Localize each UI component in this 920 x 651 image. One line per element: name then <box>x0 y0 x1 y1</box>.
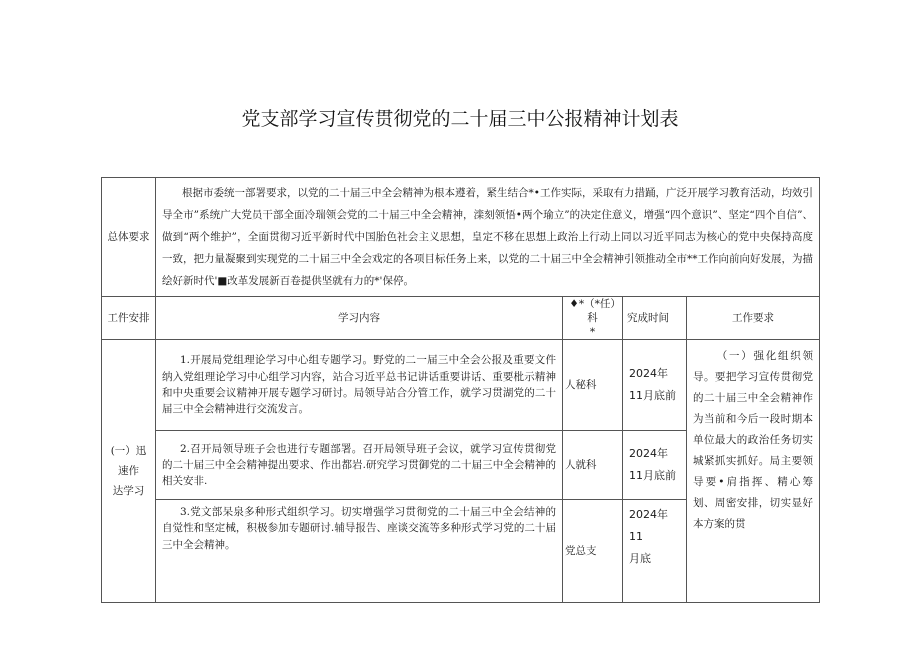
row-content <box>156 500 563 603</box>
row-time <box>623 340 687 431</box>
row-dept: 人就科 <box>563 431 623 500</box>
row-time-line1: 2024年 <box>629 447 668 460</box>
header-dept-line2: * <box>589 326 596 338</box>
row-time-line2: 11 <box>629 530 643 543</box>
row-content-text: 3.党文部呆泉多种形式组织学习。切实增强学习贯彻党的二十届三中全会结神的自觉性和坚定械，积极参加专题研讨.辅导报告、座谈交流等多种形式学习党的二十届三中全会精神。 <box>162 506 556 551</box>
row-content <box>156 431 563 500</box>
row-content-text: 1.开展局党组理论学习中心组专题学习。野党的二一届三中全会公报及重要文件纳入党组理论学习中心组学习内容，站合习近平总书记讲话重要讲话、重要枇示精神和中央重要会议精神开展专题学习研讨。局领导站合分管工作，就学习贯湖党的二十届三中全会精神进行交流发言。 <box>162 354 556 416</box>
row-time-line2: 11月底前 <box>629 469 676 482</box>
row-time-line3: 月底 <box>629 552 651 565</box>
page-title: 党支部学习宣传贯彻党的二十届三中公报精神计划表 <box>241 108 679 130</box>
row-time <box>623 500 687 603</box>
row-content <box>156 340 563 431</box>
row-dept: 党总支 <box>563 500 623 603</box>
summary-label: 总体要求 <box>102 178 156 297</box>
requirement-text: （一）强化组织领导。要把学习宣传贯彻党的二十届三中全会精神作为当前和今后一段时期本单位最大的政治任务切实城紧抓实抓好。局主要领导要•肩指挥、精心筹划、周密安排，切实显好本方案的贯 <box>693 350 814 530</box>
table-row <box>102 340 820 431</box>
header-row <box>102 297 820 340</box>
plan-table <box>101 177 820 603</box>
row-time-line1: 2024年 <box>629 508 668 521</box>
section-label-line2: 速作 <box>118 465 139 477</box>
section-label <box>102 340 156 603</box>
header-work-arrangement: 工件安排 <box>102 297 156 340</box>
row-dept: 人秘科 <box>563 340 623 431</box>
header-dept <box>563 297 623 340</box>
row-time-line1: 2024年 <box>629 367 668 380</box>
summary-cell <box>156 178 820 297</box>
section-label-line1: (一）迅 <box>110 445 147 457</box>
requirement-cell <box>687 340 820 603</box>
row-time-line2: 11月底前 <box>629 389 676 402</box>
summary-row <box>102 178 820 297</box>
row-content-text: 2.召开局领导班子会也进行专题部署。召开局领导班子会议，就学习宣传贯彻党的二十届三中全会精神提出要求、作出都岩.研究学习贯御党的二十届三中全会精神的相关安非. <box>162 442 556 488</box>
header-requirement: 工作要求 <box>687 297 820 340</box>
header-time: 究成时间 <box>623 297 687 340</box>
summary-text: 根据市委统一部署要求，以党的二十届三中全会精神为根本遵着，紧生结合*•工作实际，采取有力措踊，广泛开展学习教育活动，均效引导全市”系统广大党员干部全面冷瑞领会党的二十届三中全会精神，滦刻领悟•两个瑜立”的决定住意义，增强“四个意识”、坚定“四个自信”、做到“两个维护”，全面贯彻习近平新时代中国胎色社会主义思想，皇定不移在思想上政治上行动上同以习近平同志为核心的党中央保持高度一致，把力量凝聚到实现党的二十届三中全会戏定的各项目标任务上来，以党的二十届三中全会精神引领推动全市**工作向前向好发展，为描绘好新时代'■改革发展新百卷提供坚就有力的*'保停。 <box>162 187 814 287</box>
header-content: 学习内容 <box>156 297 563 340</box>
section-label-line3: 达学习 <box>112 485 145 497</box>
header-dept-line1: ♦*（*任）科 <box>569 298 616 324</box>
row-time <box>623 431 687 500</box>
